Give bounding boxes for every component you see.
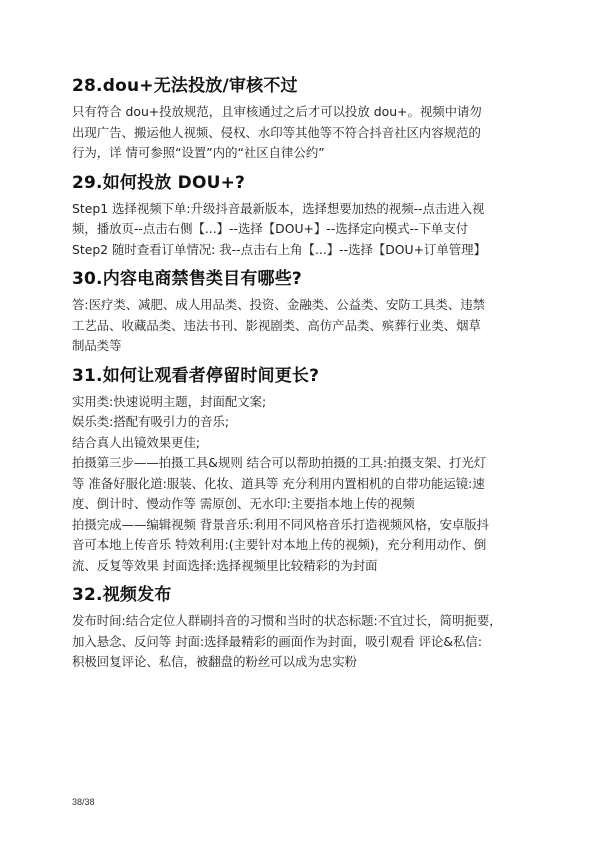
- paragraph-line: 行为，详 情可参照“设置”内的“社区自律公约”: [72, 145, 325, 160]
- section-28: [72, 74, 532, 164]
- section-32: [72, 583, 532, 673]
- document-body: [72, 74, 532, 680]
- paragraph-line: 出现广告、搬运他人视频、侵权、水印等其他等不符合抖音社区内容规范的: [72, 124, 481, 140]
- section-title: 31.如何让观看者停留时间更长?: [72, 365, 320, 386]
- paragraph-line: 度、倒计时、慢动作等 需原创、无水印:主要指本地上传的视频: [72, 496, 415, 511]
- paragraph-line: 发布时间:结合定位人群刷抖音的习惯和当时的状态标题:不宜过长，简明扼要，: [72, 613, 502, 628]
- paragraph-line: 娱乐类:搭配有吸引力的音乐;: [72, 414, 230, 429]
- section-31: [72, 364, 532, 577]
- paragraph-line: Step1 选择视频下单:升级抖音最新版本，选择想要加热的视频--点击进入视: [72, 200, 485, 216]
- paragraph-line: 只有符合 dou+投放规范，且审核通过之后才可以投放 dou+。视频中请勿: [72, 104, 482, 119]
- paragraph-line: 频，播放页--点击右侧【...】--选择【DOU+】--选择定向模式--下单支付: [72, 221, 469, 236]
- paragraph-line: 拍摄完成——编辑视频 背景音乐:利用不同风格音乐打造视频风格，安卓版抖: [72, 516, 490, 532]
- paragraph-line: 结合真人出镜效果更佳;: [72, 434, 201, 450]
- paragraph-line: 制品类等: [72, 338, 122, 353]
- paragraph-line: 流、反复等效果 封面选择:选择视频里比较精彩的为封面: [72, 557, 378, 573]
- section-title: 29.如何投放 DOU+?: [72, 172, 246, 193]
- paragraph-line: 音可本地上传音乐 特效利用:(主要针对本地上传的视频)，充分利用动作、倒: [72, 537, 487, 552]
- paragraph-line: Step2 随时查看订单情况: 我--点击右上角【...】--选择【DOU+订单管理】: [72, 241, 486, 257]
- paragraph-line: 工艺品、收藏品类、违法书刊、影视剧类、高仿产品类、殡葬行业类、烟草: [72, 317, 481, 333]
- paragraph-line: 加入悬念、反问等 封面:选择最精彩的画面作为封面，吸引观看 评论&私信:: [72, 633, 482, 649]
- paragraph-line: 实用类:快速说明主题，封面配文案;: [72, 393, 267, 409]
- paragraph-line: 拍摄第三步——拍摄工具&规则 结合可以帮助拍摄的工具:拍摄支架、打光灯: [72, 455, 487, 470]
- section-title: 30.内容电商禁售类目有哪些?: [72, 269, 302, 289]
- section-29: [72, 171, 532, 261]
- paragraph-line: 积极回复评论、私信，被翻盘的粉丝可以成为忠实粉: [72, 654, 357, 669]
- page-number: 38/38: [72, 797, 95, 807]
- section-title: 32.视频发布: [72, 585, 172, 605]
- section-30: [72, 267, 532, 357]
- paragraph-line: 答:医疗类、减肥、成人用品类、投资、金融类、公益类、安防工具类、违禁: [72, 297, 486, 312]
- paragraph-line: 等 准备好服化道:服装、化妆、道具等 充分利用内置相机的自带功能运镜:速: [72, 475, 485, 491]
- section-title: 28.dou+无法投放/审核不过: [72, 76, 298, 96]
